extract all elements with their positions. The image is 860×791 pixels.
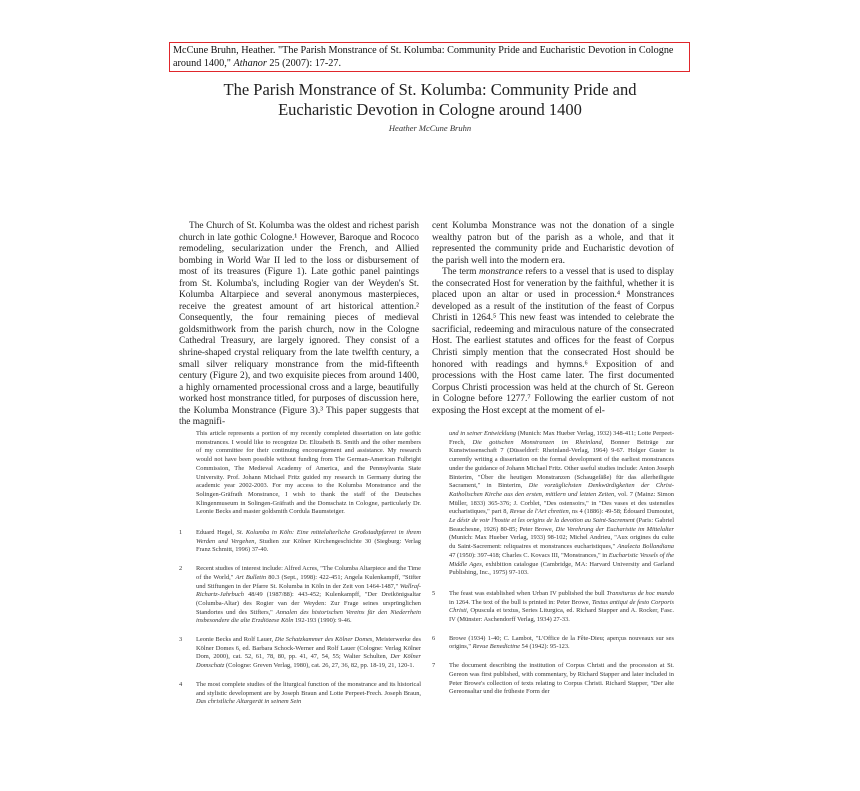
footnote-emphasis: Das christliche Altargerät in seinem Sein (196, 698, 302, 706)
footnote-emphasis: Eucharistic Vessels of the Middle Ages (449, 551, 674, 568)
footnote-emphasis: Die gotischen Monstranzen im Rheinland (472, 438, 602, 446)
footnote-number: 6 (432, 634, 436, 642)
body-text: The term (442, 267, 480, 278)
footnote-text: in 1264. The text of the bull is printed in: Peter Browe, (449, 598, 592, 606)
footnote-text: 54 (1942): 95-123. (519, 643, 570, 651)
footnote-emphasis: Art Bulletin (235, 573, 267, 581)
footnote-3 (179, 636, 421, 671)
footnote-2 (179, 565, 421, 626)
footnote-emphasis: Die vorzüglichsten Denkwürdigkeiten der Christ-Katholischen Kirche aus den ersten, mittlern und letzten Zeiten (449, 482, 674, 498)
article-author: Heather McCune Bruhn (388, 123, 472, 133)
footnote-number: 7 (432, 662, 436, 670)
footnote-text: Leonie Becks and Rolf Lauer, (196, 636, 275, 644)
footnote-emphasis: Transiturus de hoc mundo (606, 589, 674, 597)
citation-text: McCune Bruhn, Heather. "The Parish Monstrance of St. Kolumba: Community Pride and Eucharistic Devotion in Cologne around 1400," (173, 45, 674, 69)
footnote-text: (Munich: Max Hueber Verlag, 1933) 98-102; Michel Andrieu, "Aux origines du culte du Saint-Sacrement: reliquaires et monstrances eucharistiques," (449, 534, 674, 551)
footnote-text: , Opuscula et textus, Series Liturgica, ed. Richard Stapper and A. Rocker, Fasc. IV (Münster: Aschendorff Verlag, 1934) 27-33. (449, 607, 674, 624)
footnote-emphasis: St. Kolumba in Köln: Eine mittelalterliche Großstadtpfarrei in ihrem Werden und Vergehen (196, 529, 421, 545)
body-emphasis: monstrance (479, 267, 523, 278)
citation-box (169, 42, 690, 72)
footnote-text: , exhibition catalogue (Cambridge, MA: Harvard University and Garland Publishing, Inc., 1975) 97-103. (449, 560, 674, 577)
footnote-emphasis: und in seiner Entwicklung (449, 430, 516, 437)
title-line-2: Eucharistic Devotion in Cologne around 1400 (278, 100, 582, 119)
footnote-number: 3 (179, 636, 183, 644)
footnote-emphasis: Revue de l'Art chretien (509, 508, 569, 516)
body-text: refers to a vessel that is used to display the consecrated Host for veneration by the faithful, whether it is placed upon an altar or used in procession.⁴ Monstrances developed as a result of the institution of the feast of Corpus Christi in 1264.⁵ This new feast was intended to celebrate the sacrificial, redeeming and miraculous nature of the consecrated Host. The earliest statutes and offices for the feast of Corpus Christi simply mention that the consecrated Host should be honored with readings and hymns.⁶ Exposition of and processions with the Host came later. The first documented Corpus Christi procession was held at the church of St. Gereon in Cologne before 1277.⁷ Following the earlier custom of not exposing the Host except at the moment of el- (432, 267, 674, 416)
footnote-text: , Meisterwerke des Kölner Domes 6, ed. Barbara Schock-Werner and Rolf Lauer (Cologne: Verlag Kölner Dom, 2000), cat. 52, 61, 78, 80, pp. 41, 47, 54, 55; Walter Schulten, (196, 636, 421, 661)
footnote-7 (432, 662, 674, 697)
footnote-text: , vol. 7 (Mainz: Simon Müller, 1833) 365-376; J. Corblet, "Des ostensoirs," in "Des vases et des ustensiles eucharistiques," part 8, (449, 490, 674, 516)
footnote-text: 192-193 (1990): 9-46. (293, 617, 352, 625)
citation-journal: Athanor (233, 58, 267, 69)
footnote-text: 48/49 (1987/88): 443-452; Kulenkampff, "Der Dreikönigsaltar (Columba-Altar) des Rogier van der Weyden: Zur Frage seines ursprünglichen Standortes und des Stifters," (196, 591, 421, 616)
footnote-text: , Bonner Beiträge zur Kunstwissenschaft 7 (Düsseldorf: Rheinland-Verlag, 1964) 9-67. Holger Guster is currently writing a dissertation on the formal development of the earliest monstrances under the guidance of Johann Michael Fritz. Other useful studies include: Anton Joseph Binterim, "Über die heutigen Monstranzen (Schaugefäße) für das allerheiligste Sacrament," in Binterim, (449, 438, 674, 490)
footnote-text: Recent studies of interest include: Alfred Acres, "The Columba Altarpiece and the Time of the World," (196, 565, 421, 581)
body-paragraph: cent Kolumba Monstrance was not the donation of a single wealthy patron but of the parish as a whole, and that it represented the community pride and Eucharistic devotion of the parish well into the modern era. (432, 221, 674, 266)
citation-volume: 25 (2007): 17-27. (266, 58, 342, 69)
footnote-emphasis: Analecta Bollandiana (617, 543, 674, 551)
footnote-emphasis: Wallraf-Richartz-Jahrbuch (196, 582, 421, 599)
footnote-emphasis: Textus antiqui de festo Corporis Christi (449, 598, 674, 615)
footnote-emphasis: Der Kölner Domschatz (196, 653, 421, 670)
footnotes-column-left (179, 430, 421, 717)
footnote-text: 47 (1950): 397-418; Charles C. Kovacs III, "Monstrances," in (449, 551, 609, 559)
footnote-6 (432, 635, 674, 652)
body-column-left (179, 221, 419, 429)
footnote-text: 80.3 (Sept., 1998): 422-451; Angela Kulenkampff, "Stifter und Stiftungen in der Pfarre St. Kolumba in Köln in der Zeit von 1464-1487," (196, 573, 422, 590)
footnotes-column-right (432, 430, 674, 707)
footnote-4 (179, 681, 421, 707)
footnote-text: (Paris: Gabriel Beauchesne, 1926) 80-85; Peter Browe, (449, 517, 674, 533)
footnote-text: The most complete studies of the liturgical function of the monstrance and its historical and stylistic development are by Joseph Braun and Lotte Perpeet-Frech. Joseph Braun, (196, 680, 421, 697)
footnote-emphasis: Revue Benedictine (472, 643, 520, 651)
footnote-number: 5 (432, 589, 436, 597)
article-title (150, 80, 710, 120)
footnote-text: The document describing the institution of Corpus Christi and the procession at St. Gereon was first published, with commentary, by Richard Stapper and later included in Peter Browe's collection of texts relating to Corpus Christi. Richard Stapper, "Der alte Gereonsaltar und die früheste Form der (449, 662, 674, 696)
footnote-number: 4 (179, 680, 183, 688)
footnote-text: , Studien zur Kölner Kirchengeschichte 30 (Siegburg: Verlag Franz Schmitt, 1996) 37-40. (196, 537, 421, 554)
footnote-text: Browe (1934) 1-40; C. Lambot, "L'Office de la Fête-Dieu; aperçus nouveaux sur ses origins," (449, 634, 674, 651)
footnote-1 (179, 529, 421, 555)
body-column-right (432, 221, 674, 417)
footnote-5 (432, 590, 674, 625)
body-paragraph (432, 267, 674, 417)
footnote-number: 1 (179, 529, 183, 537)
footnote-4-continued (432, 430, 674, 578)
body-paragraph: The Church of St. Kolumba was the oldest and richest parish church in late gothic Cologne.¹ However, Baroque and Rococo remodeling, secularization under the French, and Allied bombing in World War II led to the loss or disbursement of most of its treasures (Figure 1). Late gothic panel paintings from St. Kolumba's, including Rogier van der Weyden's St. Kolumba Altarpiece and several anonymous masterpieces, receive the greatest amount of art historical attention.² Consequently, the four remaining pieces of medieval goldsmithwork from the parish church, now in the Cologne Cathedral Treasury, are largely ignored. They consist of a shrine-shaped crystal reliquary from the late twelfth century, a small silver reliquary monstrance from the mid-fifteenth century (Figure 2), and two exquisite pieces from around 1400, a highly ornamented processional cross and a large, beautifully worked host monstrance titled, for purposes of discussion here, the Kolumba Monstrance (Figure 3).³ This paper suggests that the magnifi- (179, 221, 419, 428)
title-line-1: The Parish Monstrance of St. Kolumba: Community Pride and (223, 80, 637, 99)
footnote-number: 2 (179, 565, 183, 573)
footnote-text: , ns 4 (1886): 49-58; Édouard Dumoutet, (568, 508, 674, 516)
footnote-emphasis: Die Schatzkammer des Kölner Domes (274, 636, 373, 644)
footnote-emphasis: Le désir de voir l'hostie et les origins de la devotion au Saint-Sacrement (449, 517, 635, 525)
footnote-text: Eduard Hegel, (196, 529, 237, 537)
footnote-text: (Munich: Max Hueber Verlag, 1932) 348-411; Lotte Perpeet-Frech, (449, 430, 674, 446)
footnote-text: (Cologne: Greven Verlag, 1980), cat. 26, 27, 36, 82, pp. 18-19, 21, 120-1. (224, 662, 415, 670)
footnote-text: The feast was established when Urban IV published the bull (449, 589, 607, 597)
footnote-emphasis: Annalen des historischen Vereins für den Niederrhein insbesondere die alte Erzdiözese Köln (196, 608, 421, 625)
footnote-emphasis: Die Verehrung der Eucharistie im Mittelalter (555, 525, 674, 533)
acknowledgement-note: This article represents a portion of my recently completed dissertation on late gothic monstrances. I would like to recognize Dr. Elizabeth B. Smith and the other members of my committee for their continuing encouragement and assistance. My research would not have been possible without funding from The German-American Fulbright Commission, The Medieval Academy of America, and the Pennsylvania State University. Prof. Johann Michael Fritz guided my research in Germany during the academic year 2002-2003. For my access to the Kolumba Monstrance and the Solingen-Gräfrath Monstrance, I wish to thank the staff of the Deutsches Klingenmuseum in Solingen-Gräfrath and the Domschatz in Cologne, particularly Dr. Leonie Becks and master goldsmith Cordula Baumsteiger. (196, 430, 421, 516)
